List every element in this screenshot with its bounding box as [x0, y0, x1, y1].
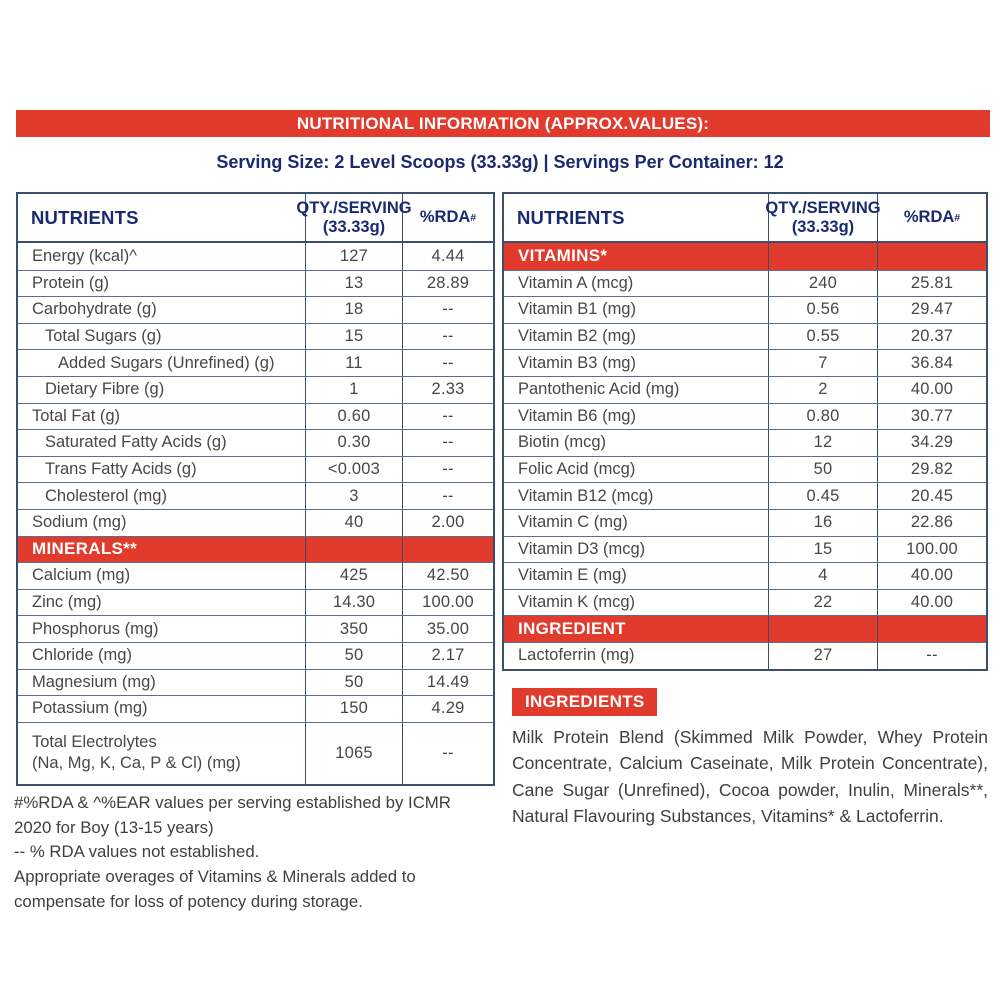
qty-per-serving-value: 7 — [769, 350, 878, 376]
rda-percent-value: 20.37 — [910, 327, 954, 346]
nutrient-name: Total Electrolytes (Na, Mg, K, Ca, P & Cl) (mg) — [18, 723, 306, 784]
nutrient-name: Dietary Fibre (g) — [18, 377, 306, 403]
qty-per-serving-value: 15 — [306, 324, 403, 350]
table-row — [18, 722, 493, 784]
qty-per-serving-value: 50 — [306, 643, 403, 669]
header-qty-serving: QTY./SERVING (33.33g) — [769, 194, 878, 241]
table-row — [18, 270, 493, 297]
footnote-line: Appropriate overages of Vitamins & Minerals added to compensate for loss of potency during storage. — [14, 867, 416, 911]
nutrient-name: Carbohydrate (g) — [18, 297, 306, 323]
qty-per-serving-value — [769, 616, 878, 642]
rda-percent-value: 22.86 — [910, 513, 954, 532]
table-row — [18, 562, 493, 589]
nutrient-name: Added Sugars (Unrefined) (g) — [18, 350, 306, 376]
rda-percent-value: -- — [442, 327, 454, 346]
qty-per-serving-value: 4 — [769, 563, 878, 589]
nutrient-name: Vitamin B3 (mg) — [504, 350, 769, 376]
rda-percent-value: 40.00 — [910, 380, 954, 399]
qty-per-serving-value: 0.45 — [769, 483, 878, 509]
nutrient-name: Total Sugars (g) — [18, 324, 306, 350]
rda-percent-value: 14.49 — [426, 672, 470, 691]
rda-percent-value: 34.29 — [910, 433, 954, 452]
table-row — [504, 296, 986, 323]
qty-per-serving-value: 0.60 — [306, 404, 403, 430]
header-rda: %RDA # — [903, 208, 961, 226]
nutrient-name: Vitamin B6 (mg) — [504, 404, 769, 430]
nutrient-name: Total Fat (g) — [18, 404, 306, 430]
nutrient-name: Potassium (mg) — [18, 696, 306, 722]
rda-percent-value: -- — [442, 460, 454, 479]
table-row — [18, 296, 493, 323]
nutrient-name: Cholesterol (mg) — [18, 483, 306, 509]
qty-per-serving-value: 16 — [769, 510, 878, 536]
table-row — [18, 403, 493, 430]
table-row — [504, 562, 986, 589]
left-table-body — [18, 243, 493, 784]
nutrient-name: Vitamin K (mcg) — [504, 590, 769, 616]
rda-percent-value: 4.44 — [431, 246, 465, 265]
table-row — [18, 615, 493, 642]
qty-per-serving-value: 22 — [769, 590, 878, 616]
rda-percent-value — [403, 537, 493, 563]
table-row — [504, 456, 986, 483]
rda-percent-value: 100.00 — [422, 593, 474, 612]
right-table-body — [504, 243, 986, 669]
rda-percent-value: -- — [442, 353, 454, 372]
qty-per-serving-value: <0.003 — [306, 457, 403, 483]
table-row — [504, 323, 986, 350]
qty-per-serving-value: 14.30 — [306, 590, 403, 616]
section-label: INGREDIENT — [504, 616, 769, 642]
rda-percent-value: 2.00 — [431, 513, 465, 532]
rda-percent-value: 35.00 — [426, 619, 470, 638]
nutrient-name: Vitamin D3 (mcg) — [504, 537, 769, 563]
qty-per-serving-value: 2 — [769, 377, 878, 403]
table-row — [504, 429, 986, 456]
ingredients-text: Milk Protein Blend (Skimmed Milk Powder, Whey Protein Concentrate, Calcium Caseinate, Milk Protein Concentrate), Cane Sugar (Unrefined), Cocoa powder, Inulin, Minerals**, Natural Flavouring Substances, Vitamins* & Lactoferrin. — [512, 727, 988, 826]
qty-per-serving-value: 425 — [306, 563, 403, 589]
rda-percent-value: 4.29 — [431, 699, 465, 718]
qty-per-serving-value: 1 — [306, 377, 403, 403]
nutrient-name: Energy (kcal)^ — [18, 243, 306, 270]
qty-per-serving-value: 12 — [769, 430, 878, 456]
table-row — [18, 243, 493, 270]
nutrient-name: Lactoferrin (mg) — [504, 643, 769, 669]
qty-per-serving-value — [769, 243, 878, 270]
rda-percent-value: 30.77 — [910, 406, 954, 425]
qty-per-serving-value: 40 — [306, 510, 403, 536]
table-row — [18, 349, 493, 376]
rda-percent-value: -- — [442, 433, 454, 452]
ingredients-title-badge: INGREDIENTS — [512, 688, 657, 716]
qty-per-serving-value: 0.55 — [769, 324, 878, 350]
nutrient-name: Saturated Fatty Acids (g) — [18, 430, 306, 456]
footnote-line: -- % RDA values not established. — [14, 842, 260, 862]
header-nutrients: NUTRIENTS — [504, 194, 769, 241]
table-row — [504, 536, 986, 563]
rda-percent-value: 40.00 — [910, 566, 954, 585]
rda-percent-value: 28.89 — [426, 273, 470, 292]
table-row — [18, 376, 493, 403]
table-row — [18, 509, 493, 536]
section-header-row — [504, 615, 986, 642]
serving-size-line: Serving Size: 2 Level Scoops (33.33g) | Servings Per Container: 12 — [216, 152, 784, 172]
qty-per-serving-value: 3 — [306, 483, 403, 509]
nutrient-name: Chloride (mg) — [18, 643, 306, 669]
table-row — [18, 589, 493, 616]
rda-percent-value — [878, 616, 986, 642]
qty-per-serving-value: 150 — [306, 696, 403, 722]
qty-per-serving-value: 1065 — [306, 723, 403, 784]
qty-per-serving-value: 18 — [306, 297, 403, 323]
rda-percent-value: -- — [442, 300, 454, 319]
header-qty-serving: QTY./SERVING (33.33g) — [306, 194, 403, 241]
table-row — [18, 669, 493, 696]
section-label: VITAMINS* — [504, 243, 769, 270]
qty-per-serving-value: 11 — [306, 350, 403, 376]
section-label: MINERALS** — [18, 537, 306, 563]
rda-footnote — [14, 791, 480, 914]
table-row — [18, 429, 493, 456]
table-row — [18, 482, 493, 509]
nutrient-name: Magnesium (mg) — [18, 670, 306, 696]
nutrient-name: Vitamin C (mg) — [504, 510, 769, 536]
qty-per-serving-value: 13 — [306, 271, 403, 297]
rda-percent-value: 36.84 — [910, 353, 954, 372]
right-table-header — [504, 194, 986, 243]
table-row — [18, 456, 493, 483]
table-row — [504, 376, 986, 403]
header-nutrients: NUTRIENTS — [18, 194, 306, 241]
nutrient-name: Pantothenic Acid (mg) — [504, 377, 769, 403]
nutrient-name: Vitamin B2 (mg) — [504, 324, 769, 350]
nutrient-name: Trans Fatty Acids (g) — [18, 457, 306, 483]
left-nutrients-table — [16, 192, 495, 786]
qty-per-serving-value: 0.80 — [769, 404, 878, 430]
nutrient-name: Calcium (mg) — [18, 563, 306, 589]
table-row — [18, 642, 493, 669]
nutrient-name: Vitamin E (mg) — [504, 563, 769, 589]
rda-percent-value: 42.50 — [426, 566, 470, 585]
rda-percent-value: 2.17 — [431, 646, 465, 665]
nutrient-name: Phosphorus (mg) — [18, 616, 306, 642]
header-rda: %RDA # — [419, 208, 477, 226]
rda-percent-value: -- — [926, 646, 938, 665]
qty-per-serving-value: 127 — [306, 243, 403, 270]
left-table-header — [18, 194, 493, 243]
rda-percent-value: -- — [442, 486, 454, 505]
table-row — [18, 695, 493, 722]
rda-percent-value: 29.47 — [910, 300, 954, 319]
ingredients-section — [512, 688, 988, 829]
table-row — [504, 482, 986, 509]
rda-percent-value: 25.81 — [910, 273, 954, 292]
rda-percent-value: 2.33 — [431, 380, 465, 399]
table-row — [504, 349, 986, 376]
nutrient-name: Folic Acid (mcg) — [504, 457, 769, 483]
nutrient-name: Sodium (mg) — [18, 510, 306, 536]
rda-percent-value: 29.82 — [910, 460, 954, 479]
qty-per-serving-value: 27 — [769, 643, 878, 669]
rda-percent-value — [878, 243, 986, 270]
nutrient-name: Protein (g) — [18, 271, 306, 297]
qty-per-serving-value — [306, 537, 403, 563]
rda-percent-value: 40.00 — [910, 593, 954, 612]
nutrient-name: Biotin (mcg) — [504, 430, 769, 456]
rda-percent-value: 100.00 — [906, 539, 958, 558]
rda-percent-value: -- — [442, 743, 454, 762]
nutrient-name: Vitamin B12 (mcg) — [504, 483, 769, 509]
qty-per-serving-value: 0.30 — [306, 430, 403, 456]
table-row — [18, 323, 493, 350]
right-nutrients-table — [502, 192, 988, 671]
qty-per-serving-value: 50 — [306, 670, 403, 696]
qty-per-serving-value: 15 — [769, 537, 878, 563]
footnote-line: #%RDA & ^%EAR values per serving established by ICMR 2020 for Boy (13-15 years) — [14, 793, 451, 837]
section-header-row — [504, 243, 986, 270]
rda-percent-value: -- — [442, 406, 454, 425]
nutrient-name: Zinc (mg) — [18, 590, 306, 616]
nutrient-name: Vitamin B1 (mg) — [504, 297, 769, 323]
qty-per-serving-value: 50 — [769, 457, 878, 483]
table-row — [504, 509, 986, 536]
table-row — [504, 270, 986, 297]
nutrient-name: Vitamin A (mcg) — [504, 271, 769, 297]
nutrition-banner — [16, 110, 990, 137]
qty-per-serving-value: 0.56 — [769, 297, 878, 323]
qty-per-serving-value: 350 — [306, 616, 403, 642]
rda-percent-value: 20.45 — [910, 486, 954, 505]
section-header-row — [18, 536, 493, 563]
table-row — [504, 403, 986, 430]
qty-per-serving-value: 240 — [769, 271, 878, 297]
nutrition-banner-title: NUTRITIONAL INFORMATION (APPROX.VALUES): — [296, 113, 710, 133]
table-row — [504, 589, 986, 616]
table-row — [504, 642, 986, 669]
